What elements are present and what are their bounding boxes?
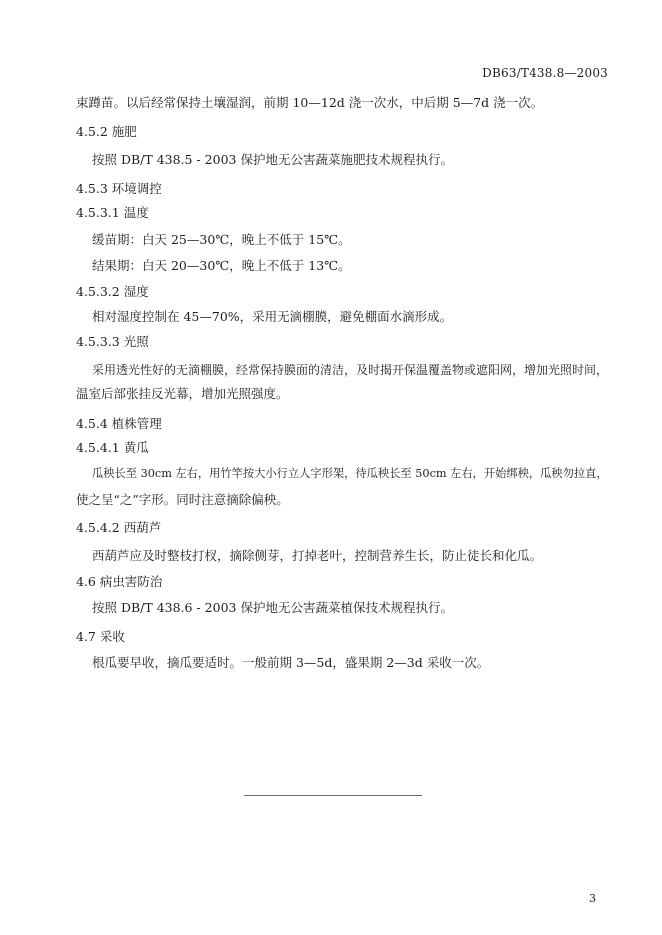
section-heading-4-7: 4.7 采收 — [76, 629, 125, 644]
paragraph-line: 西葫芦应及时整枝打杈，摘除侧芽，打掉老叶，控制营养生长，防止徒长和化瓜。 — [92, 548, 543, 563]
section-heading-4-5-4: 4.5.4 植株管理 — [76, 416, 162, 431]
section-heading-4-5-3-3: 4.5.3.3 光照 — [76, 334, 149, 349]
section-heading-4-5-4-2: 4.5.4.2 西葫芦 — [76, 520, 162, 535]
section-heading-4-5-3: 4.5.3 环境调控 — [76, 181, 162, 196]
section-heading-4-5-2: 4.5.2 施肥 — [76, 124, 137, 139]
paragraph-line: 相对湿度控制在 45—70%，采用无滴棚膜，避免棚面水滴形成。 — [92, 309, 453, 324]
section-heading-4-5-3-2: 4.5.3.2 湿度 — [76, 284, 149, 299]
paragraph-line: 按照 DB/T 438.6 - 2003 保护地无公害蔬菜植保技术规程执行。 — [92, 600, 453, 615]
paragraph-line: 采用透光性好的无滴棚膜，经常保持膜面的清洁，及时揭开保温覆盖物或遮阳网，增加光照时间， — [92, 363, 609, 377]
section-heading-4-6: 4.6 病虫害防治 — [76, 574, 163, 589]
section-heading-4-5-4-1: 4.5.4.1 黄瓜 — [76, 440, 149, 455]
paragraph-line: 温室后部张挂反光幕，增加光照强度。 — [76, 386, 289, 401]
paragraph-line: 按照 DB/T 438.5 - 2003 保护地无公害蔬菜施肥技术规程执行。 — [92, 152, 453, 167]
paragraph-line: 瓜秧长至 30cm 左右，用竹竿按大小行立人字形架，待瓜秧长至 50cm 左右，开始绑秧，瓜秧勿拉直， — [92, 467, 608, 480]
section-heading-4-5-3-1: 4.5.3.1 温度 — [76, 205, 149, 220]
paragraph-line: 使之呈“之”字形。同时注意摘除偏秧。 — [76, 492, 289, 507]
paragraph-line: 缓苗期：白天 25—30℃，晚上不低于 15℃。 — [92, 232, 351, 247]
document-code: DB63/T438.8—2003 — [482, 66, 608, 80]
paragraph-line: 束蹲苗。以后经常保持土壤湿润，前期 10—12d 浇一次水，中后期 5—7d 浇一次。 — [76, 95, 544, 110]
page-number: 3 — [589, 892, 596, 905]
paragraph-line: 根瓜要早收，摘瓜要适时。一般前期 3—5d，盛果期 2—3d 采收一次。 — [92, 655, 490, 670]
end-of-text-rule — [244, 795, 422, 796]
paragraph-line: 结果期：白天 20—30℃，晚上不低于 13℃。 — [92, 258, 351, 273]
